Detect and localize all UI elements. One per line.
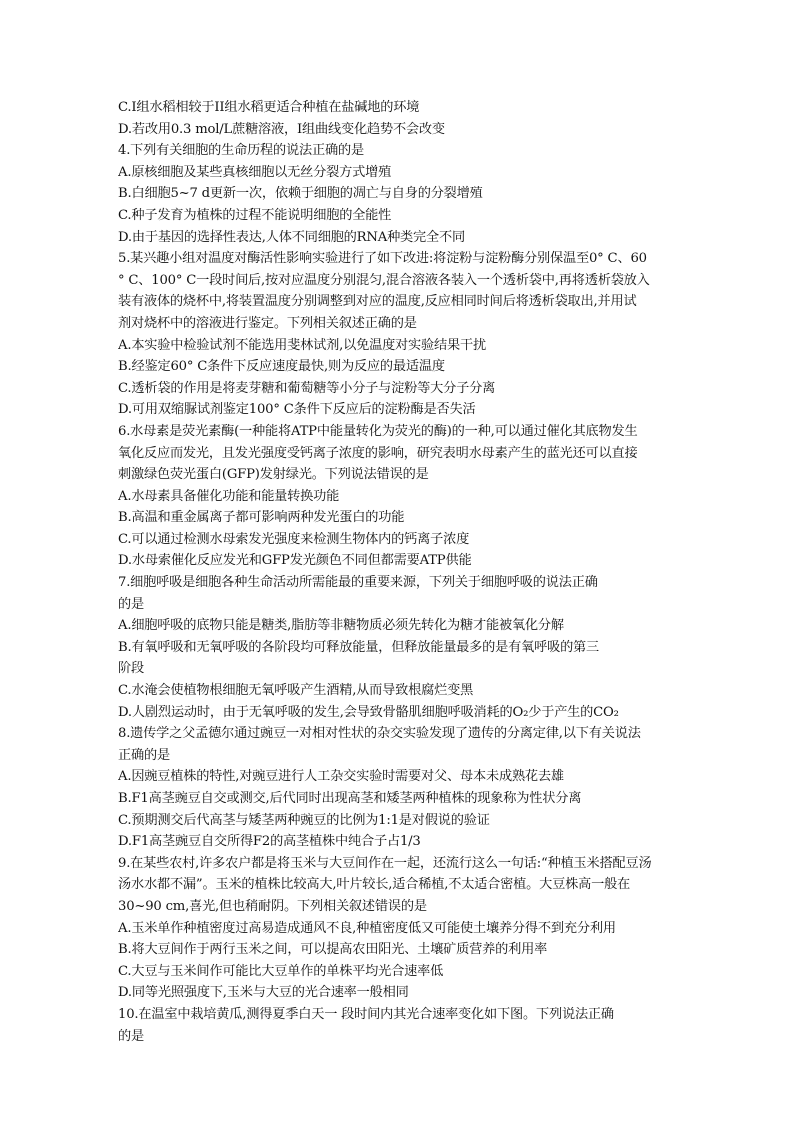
text-line: A.本实验中检验试剂不能选用斐林试剂,以免温度对实验结果干扰 (118, 337, 486, 353)
text-line: D.水母索催化反应发光和GFP发光颜色不同但都需要ATP供能 (118, 553, 472, 569)
text-line: 刺激绿色荧光蛋白(GFP)发射绿光。下列说法错误的是 (118, 467, 429, 483)
text-line: 汤水水都不漏”。玉米的植株比较高大,叶片较长,适合稀植,不太适合密植。大豆株高一般在 (118, 877, 631, 893)
text-line: B.F1高茎豌豆自交或测交,后代同时出现高茎和矮茎两种植株的现象称为性状分离 (118, 791, 582, 806)
document-body (118, 97, 684, 1047)
text-line: 8.遗传学之父孟德尔通过豌豆一对相对性状的杂交实验发现了遗传的分离定律,以下有关说法 (118, 726, 641, 742)
text-line: ° C、100° C一段时间后,按对应温度分别混匀,混合溶液各装入一个透析袋中,再将透析袋放入 (118, 272, 650, 288)
text-line: 装有液体的烧杯中,将装置温度分别调整到对应的温度,反应相同时间后将透析袋取出,并用试 (118, 294, 637, 310)
text-line: D.F1高茎豌豆自交所得F2的高茎植株中纯合子占1/3 (118, 834, 421, 850)
text-line: B.高温和重金属离子都可影响两种发光蛋白的功能 (118, 510, 405, 526)
text-line: B.将大豆间作于两行玉米之间，可以提高农田阳光、土壤矿质营养的利用率 (118, 942, 548, 958)
text-line: D.人剧烈运动时，由于无氧呼吸的发生,会导致骨骼肌细胞呼吸消耗的O₂少于产生的CO₂ (118, 704, 619, 720)
text-line: 9.在某些农村,许多农户都是将玉米与大豆间作在一起，还流行这么一句话:“种植玉米搭配豆汤 (118, 855, 652, 871)
text-line: A.细胞呼吸的底物只能是糖类,脂肪等非糖物质必须先转化为糖才能被氧化分解 (118, 618, 564, 634)
text-line: 7.细胞呼吸是细胞各种生命活动所需能最的重要来源，下列关于细胞呼吸的说法正确 (118, 575, 598, 591)
text-line: D.由于基因的选择性表达,人体不同细胞的RNA种类完全不同 (118, 229, 465, 245)
text-line: B.经鉴定60° C条件下反应速度最快,则为反应的最适温度 (118, 359, 445, 375)
text-line: A.原核细胞及某些真核细胞以无丝分裂方式增殖 (118, 164, 392, 180)
text-line: B.有氧呼吸和无氧呼吸的各阶段均可释放能量，但释放能量最多的是有氧呼吸的第三 (118, 639, 600, 655)
text-line: 30~90 cm,喜光,但也稍耐阴。下列相关叙述错误的是 (118, 898, 427, 914)
text-line: 6.水母素是荧光素酶(一种能将ATP中能量转化为荧光的酶)的一种,可以通过催化其底物发生 (118, 423, 638, 439)
text-line: D.同等光照强度下,玉米与大豆的光合速率一般相同 (118, 985, 409, 1001)
text-line: A.因豌豆植株的特性,对豌豆进行人工杂交实验时需要对父、母本未成熟花去雄 (118, 769, 564, 785)
text-line: C.水淹会使植物根细胞无氧呼吸产生酒精,从而导致根腐烂变黑 (118, 683, 474, 699)
text-line: B.白细胞5~7 d更新一次，依赖于细胞的凋亡与自身的分裂增殖 (118, 186, 483, 202)
text-line: C.透析袋的作用是将麦芽糖和葡萄糖等小分子与淀粉等大分子分离 (118, 380, 496, 396)
text-line: A.玉米单作种植密度过高易造成通风不良,种植密度低又可能使土壤养分得不到充分利用 (118, 920, 616, 936)
text-line: C.种子发育为植株的过程不能说明细胞的全能性 (118, 207, 392, 223)
text-line: 4.下列有关细胞的生命历程的说法正确的是 (118, 143, 364, 159)
text-line: C.预期测交后代高茎与矮茎两种豌豆的比例为1:1是对假说的验证 (118, 812, 490, 828)
text-line: 正确的是 (118, 747, 170, 763)
text-line: 5.某兴趣小组对温度对酶活性影响实验进行了如下改进:将淀粉与淀粉酶分别保温至0° C、60 (118, 251, 647, 267)
text-line: 阶段 (118, 661, 144, 677)
text-line: D.可用双缩脲试剂鉴定100° C条件下反应后的淀粉酶是否失活 (118, 402, 476, 418)
text-line: 剂对烧杯中的溶液进行鉴定。下列相关叙述正确的是 (118, 315, 417, 331)
text-line: D.若改用0.3 mol/L蔗糖溶液，I组曲线变化趋势不会改变 (118, 121, 445, 137)
text-line: 的是 (118, 596, 144, 612)
text-line: A.水母素具备催化功能和能量转换功能 (118, 488, 340, 504)
text-line: C.大豆与玉米间作可能比大豆单作的单株平均光合速率低 (118, 963, 444, 979)
text-line: C.可以通过检测水母索发光强度来检测生物体内的钙离子浓度 (118, 531, 470, 547)
text-line: C.I组水稻相较于II组水稻更适合种植在盐碱地的环境 (118, 100, 420, 115)
text-line: 10.在温室中栽培黄瓜,测得夏季白天一 段时间内其光合速率变化如下图。下列说法正确 (118, 1006, 614, 1022)
text-line: 的是 (118, 1028, 144, 1044)
text-line: 氧化反应而发光，且发光强度受钙离子浓度的影响，研究表明水母素产生的蓝光还可以直接 (118, 445, 638, 461)
